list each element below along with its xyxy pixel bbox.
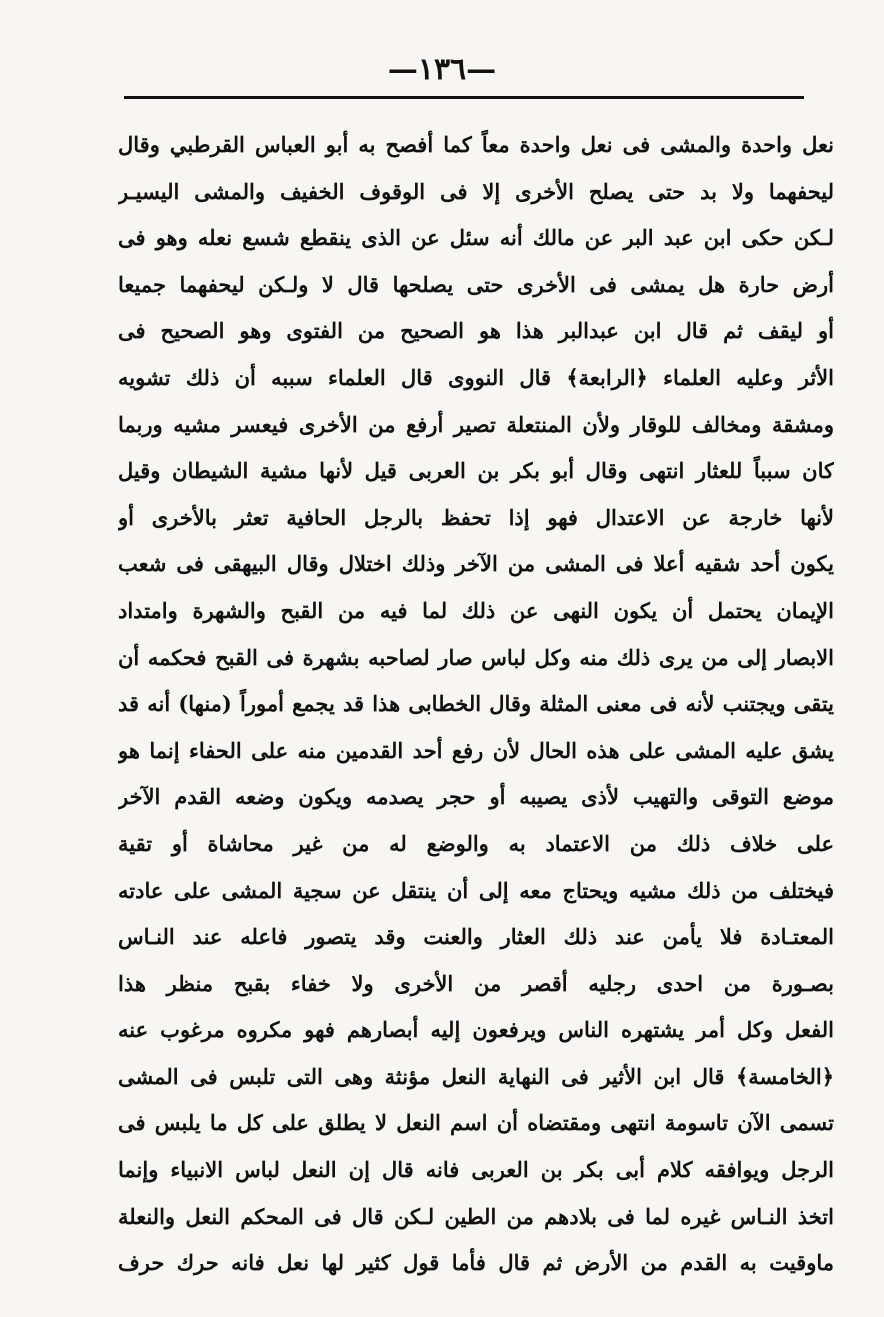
- page-number: —١٣٦—: [387, 52, 497, 87]
- text-line: يتقى ويجتنب لأنه فى معنى المثلة وقال الخطابى هذا قد يجمع أموراً (منها) أنه قد: [118, 691, 834, 717]
- text-line: ماوقيت به القدم من الأرض ثم قال فأما قول كثير لها نعل فانه حرك حرف: [118, 1250, 834, 1276]
- text-line: الرجل ويوافقه كلام أبى بكر بن العربى فانه قال إن النعل لباس الانبياء وإنما: [118, 1157, 834, 1183]
- text-line: ليحفهما ولا بد حتى يصلح الأخرى إلا فى الوقوف الخفيف والمشى اليسيـر: [118, 178, 834, 204]
- text-line: ومشقة ومخالف للوقار ولأن المنتعلة تصير أرفع من الأخرى فيعسر مشيه وربما: [118, 411, 834, 437]
- text-line: يشق عليه المشى على هذه الحال لأن رفع أحد القدمين منه على الحفاء إنما هو: [118, 737, 834, 763]
- text-line: اتخذ النـاس غيره لما فى بلادهم من الطين لـكن قال فى المحكم النعل والنعلة: [118, 1203, 834, 1229]
- text-line: نعل واحدة والمشى فى نعل واحدة معاً كما أفصح به أبو العباس القرطبي وقال: [118, 132, 834, 157]
- text-line: الفعل وكل أمر يشتهره الناس ويرفعون إليه أبصارهم فهو مكروه مرغوب عنه: [118, 1017, 834, 1043]
- text-line: ﴿الخامسة﴾ قال ابن الأثير فى النهاية النعل مؤنثة وهى التى تلبس فى المشى: [118, 1063, 834, 1089]
- body-text: [118, 122, 834, 1287]
- text-line: على خلاف ذلك من الاعتماد به والوضع له من غير محاشاة أو تقية: [118, 830, 834, 856]
- text-line: الإيمان يحتمل أن يكون النهى عن ذلك لما فيه من القبح والشهرة وامتداد: [118, 597, 834, 623]
- header-rule: [124, 96, 804, 99]
- text-line: لـكن حكى ابن عبد البر عن مالك أنه سئل عن الذى ينقطع شسع نعله وهو فى: [118, 225, 834, 251]
- text-line: المعتـادة فلا يأمن عند ذلك العثار والعنت وقد يتصور فاعله عند النـاس: [118, 924, 834, 950]
- text-line: فيختلف من ذلك مشيه ويحتاج معه إلى أن ينتقل عن سجية المشى على عادته: [118, 877, 834, 903]
- text-line: الابصار إلى من يرى ذلك منه وكل لباس صار لصاحبه بشهرة فى القبح فحكمه أن: [118, 644, 834, 670]
- text-line: يكون أحد شقيه أعلا فى المشى من الآخر وذلك اختلال وقال البيهقى فى شعب: [118, 551, 834, 577]
- text-line: موضع التوقى والتهيب لأذى يصيبه أو حجر يصدمه ويكون وضعه القدم الآخر: [118, 784, 834, 810]
- text-line: بصـورة من احدى رجليه أقصر من الأخرى ولا خفاء بقبح منظر هذا: [118, 970, 834, 996]
- text-line: تسمى الآن تاسومة انتهى ومقتضاه أن اسم النعل لا يطلق على كل ما يلبس فى: [118, 1110, 834, 1136]
- text-line: الأثر وعليه العلماء ﴿الرابعة﴾ قال النووى قال العلماء سببه أن ذلك تشويه: [118, 364, 834, 390]
- text-line: لأنها خارجة عن الاعتدال فهو إذا تحفظ بالرجل الحافية تعثر بالأخرى أو: [118, 504, 834, 530]
- text-line: أو ليقف ثم قال ابن عبدالبر هذا هو الصحيح من الفتوى وهو الصحيح فى: [118, 318, 834, 344]
- text-line: أرض حارة هل يمشى فى الأخرى حتى يصلحها قال لا ولـكن ليحفهما جميعا: [118, 271, 834, 297]
- text-line: كان سبباً للعثار انتهى وقال أبو بكر بن العربى قيل لأنها مشية الشيطان وقيل: [118, 458, 834, 484]
